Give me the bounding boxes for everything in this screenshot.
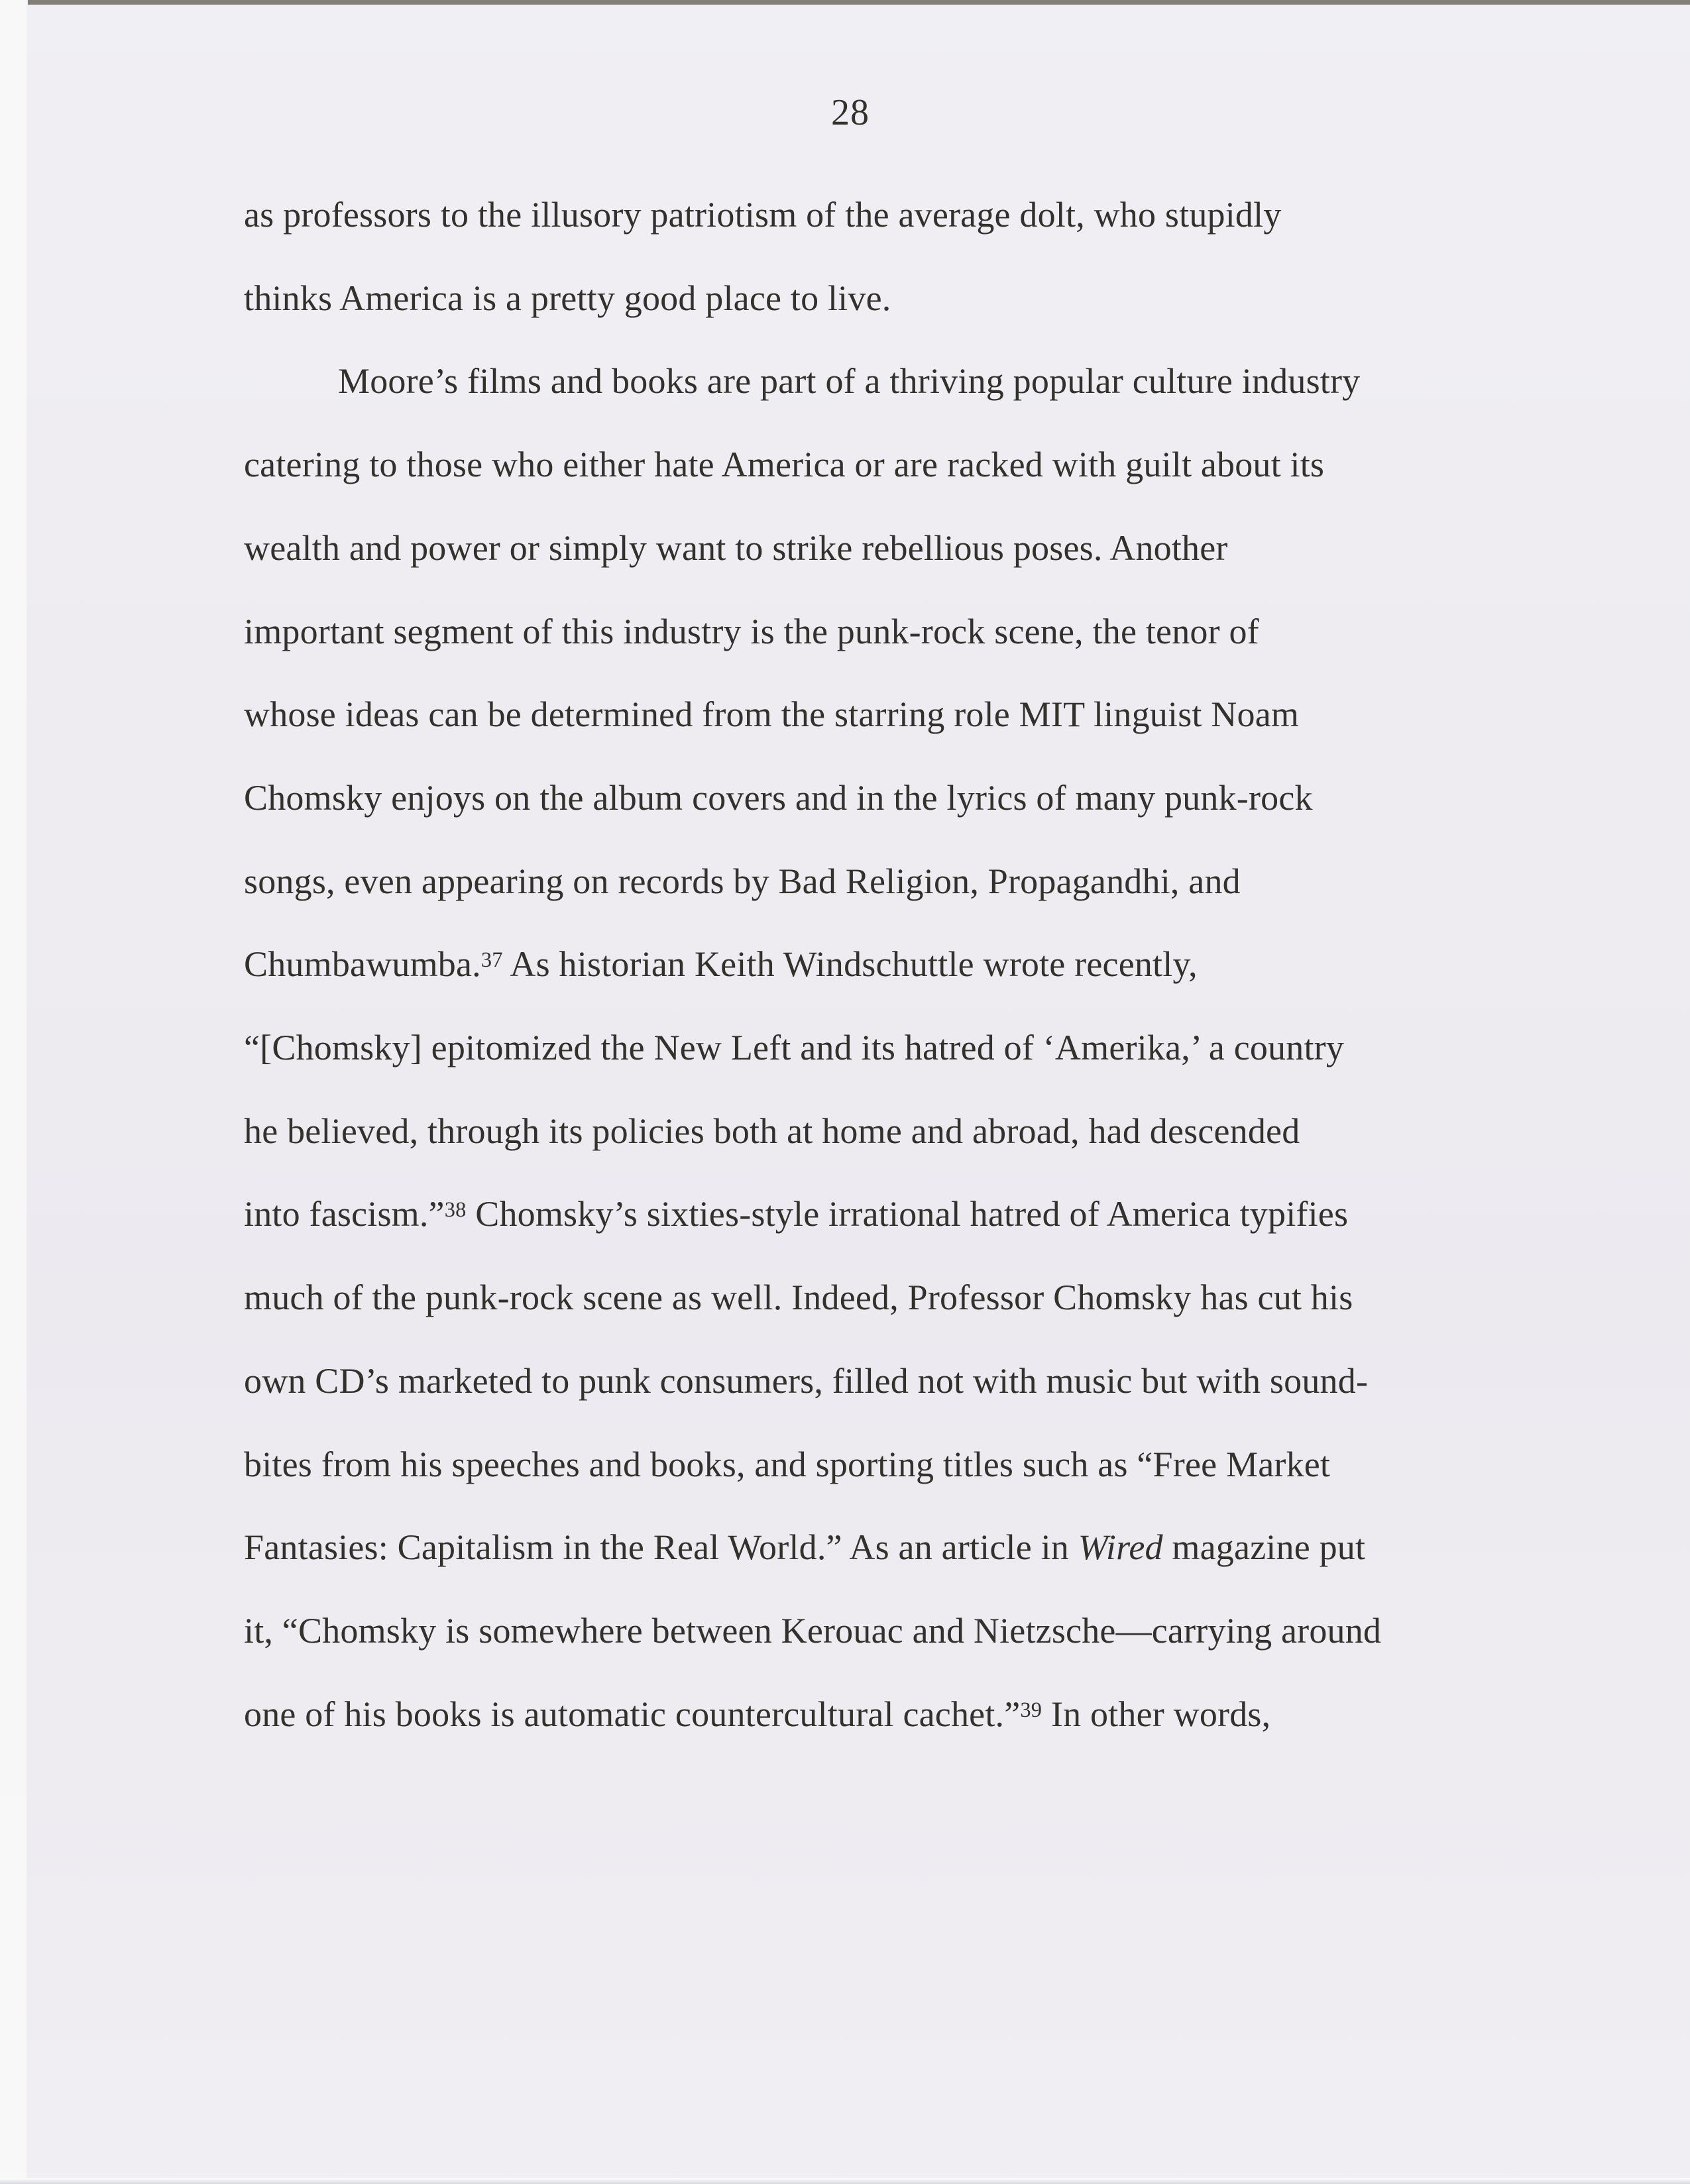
text-line — [244, 1173, 1563, 1256]
text-line — [244, 1506, 1563, 1590]
text-line — [244, 1590, 1563, 1673]
text-line — [244, 174, 1563, 257]
text-segment: one of his books is automatic countercultural cachet.” — [244, 1694, 1021, 1734]
text-line — [244, 340, 1563, 423]
text-segment: magazine put — [1162, 1527, 1366, 1568]
footnote-reference: 39 — [1020, 1698, 1042, 1722]
text-segment: Wired — [1078, 1527, 1163, 1568]
text-line — [244, 1673, 1563, 1757]
text-line — [244, 1256, 1563, 1340]
text-line — [244, 1423, 1563, 1507]
text-segment: whose ideas can be determined from the starring role MIT linguist Noam — [244, 694, 1300, 735]
text-segment: he believed, through its policies both at home and abroad, had descended — [244, 1111, 1300, 1151]
text-line — [244, 1090, 1563, 1174]
page-body — [244, 174, 1563, 1756]
text-line — [244, 257, 1563, 341]
text-line — [244, 673, 1563, 757]
text-segment: Fantasies: Capitalism in the Real World.” As an article in — [244, 1527, 1078, 1568]
footnote-reference: 38 — [444, 1198, 467, 1223]
text-segment: much of the punk-rock scene as well. Indeed, Professor Chomsky has cut his — [244, 1278, 1353, 1318]
text-segment: “[Chomsky] epitomized the New Left and its hatred of ‘Amerika,’ a country — [244, 1028, 1345, 1068]
text-segment: songs, even appearing on records by Bad Religion, Propagandhi, and — [244, 861, 1241, 901]
text-line — [244, 840, 1563, 924]
footnote-reference: 37 — [480, 948, 503, 973]
text-segment: as professors to the illusory patriotism of the average dolt, who stupidly — [244, 195, 1282, 235]
text-segment: Chomsky enjoys on the album covers and in the lyrics of many punk-rock — [244, 777, 1313, 818]
text-segment: thinks America is a pretty good place to live. — [244, 278, 891, 318]
text-segment: bites from his speeches and books, and sporting titles such as “Free Market — [244, 1444, 1331, 1484]
text-line — [244, 1340, 1563, 1423]
text-segment: wealth and power or simply want to strike rebellious poses. Another — [244, 527, 1228, 568]
text-line — [244, 1007, 1563, 1090]
text-segment: Chumbawumba. — [244, 944, 481, 985]
scan-edge-bottom — [0, 2178, 1690, 2184]
text-line — [244, 507, 1563, 590]
text-segment: Moore’s films and books are part of a thriving popular culture industry — [338, 361, 1361, 402]
text-segment: In other words, — [1042, 1694, 1271, 1734]
text-line — [244, 757, 1563, 840]
text-segment: catering to those who either hate America or are racked with guilt about its — [244, 445, 1325, 485]
text-line — [244, 923, 1563, 1007]
text-line — [244, 423, 1563, 507]
page-number: 28 — [831, 92, 870, 133]
text-segment: into fascism.” — [244, 1194, 445, 1234]
scan-edge-left — [0, 0, 27, 2184]
text-segment: As historian Keith Windschuttle wrote recently, — [502, 944, 1198, 985]
text-segment: important segment of this industry is the punk-rock scene, the tenor of — [244, 611, 1259, 651]
text-segment: Chomsky’s sixties-style irrational hatred of America typifies — [466, 1194, 1349, 1234]
scan-edge-top — [28, 0, 1690, 5]
text-segment: own CD’s marketed to punk consumers, filled not with music but with sound- — [244, 1360, 1369, 1401]
text-line — [244, 590, 1563, 674]
text-segment: it, “Chomsky is somewhere between Kerouac and Nietzsche—carrying around — [244, 1610, 1382, 1651]
